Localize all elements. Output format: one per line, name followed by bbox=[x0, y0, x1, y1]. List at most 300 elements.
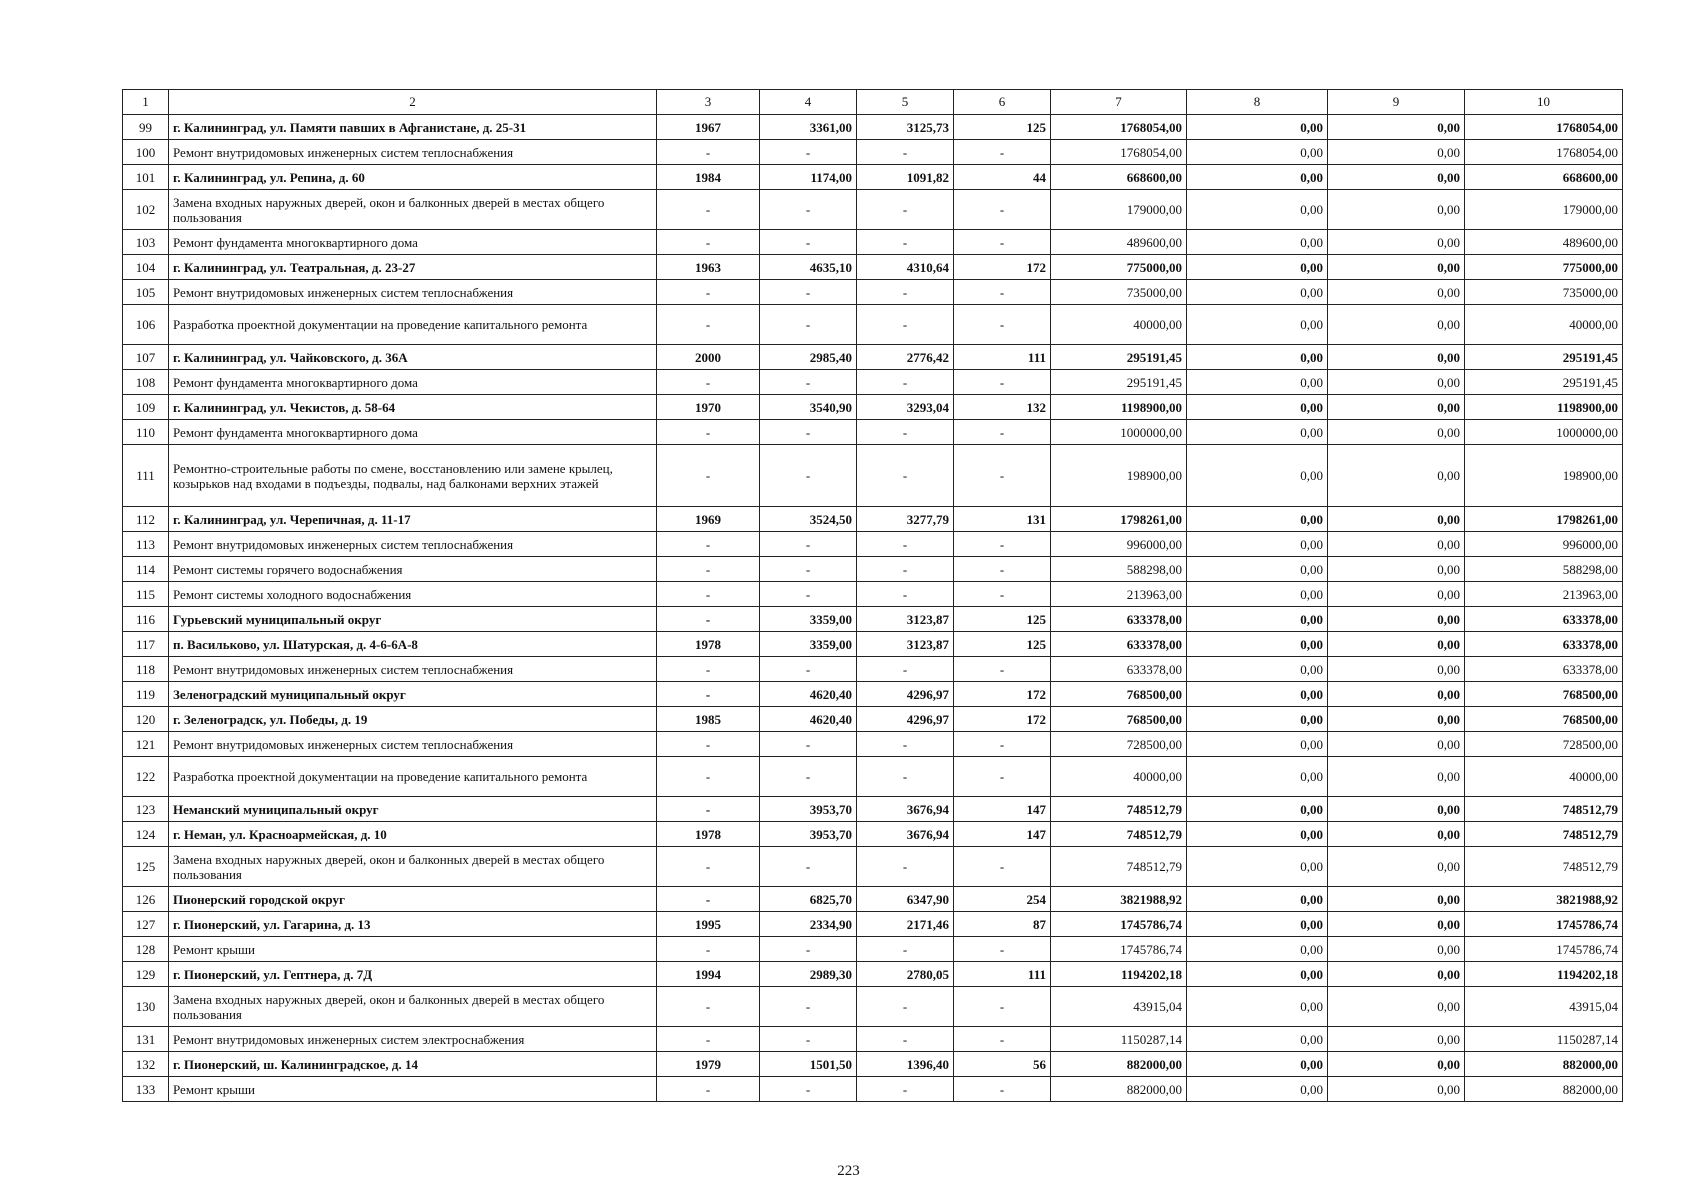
col3-cell: - bbox=[657, 582, 760, 607]
col7-cell: 588298,00 bbox=[1051, 557, 1187, 582]
col5-cell: 3123,87 bbox=[857, 607, 954, 632]
table-row bbox=[123, 190, 1623, 230]
table-row bbox=[123, 445, 1623, 507]
table-row bbox=[123, 582, 1623, 607]
col3-cell: - bbox=[657, 190, 760, 230]
table-row bbox=[123, 937, 1623, 962]
col4-cell: 3953,70 bbox=[760, 822, 857, 847]
col10-cell: 768500,00 bbox=[1465, 707, 1623, 732]
col5-cell: - bbox=[857, 280, 954, 305]
col3-cell: - bbox=[657, 607, 760, 632]
col10-cell: 198900,00 bbox=[1465, 445, 1623, 507]
col10-cell: 213963,00 bbox=[1465, 582, 1623, 607]
description-cell: Ремонт системы холодного водоснабжения bbox=[169, 582, 657, 607]
col5-cell: - bbox=[857, 532, 954, 557]
col8-cell: 0,00 bbox=[1187, 582, 1328, 607]
col6-cell: 172 bbox=[954, 682, 1051, 707]
col8-cell: 0,00 bbox=[1187, 305, 1328, 345]
col9-cell: 0,00 bbox=[1328, 757, 1465, 797]
col6-cell: - bbox=[954, 657, 1051, 682]
col9-cell: 0,00 bbox=[1328, 115, 1465, 140]
col4-cell: - bbox=[760, 140, 857, 165]
table-row bbox=[123, 757, 1623, 797]
table-row bbox=[123, 115, 1623, 140]
col4-cell: 3953,70 bbox=[760, 797, 857, 822]
description-cell: Ремонт внутридомовых инженерных систем теплоснабжения bbox=[169, 280, 657, 305]
table-row bbox=[123, 732, 1623, 757]
col9-cell: 0,00 bbox=[1328, 165, 1465, 190]
col9-cell: 0,00 bbox=[1328, 305, 1465, 345]
col10-cell: 748512,79 bbox=[1465, 797, 1623, 822]
col6-cell: 44 bbox=[954, 165, 1051, 190]
row-number-cell: 115 bbox=[123, 582, 169, 607]
col8-cell: 0,00 bbox=[1187, 532, 1328, 557]
col9-cell: 0,00 bbox=[1328, 582, 1465, 607]
col7-cell: 1745786,74 bbox=[1051, 937, 1187, 962]
description-cell: г. Пионерский, ул. Гептнера, д. 7Д bbox=[169, 962, 657, 987]
table-row bbox=[123, 962, 1623, 987]
col5-cell: - bbox=[857, 1027, 954, 1052]
col8-cell: 0,00 bbox=[1187, 822, 1328, 847]
row-number-cell: 119 bbox=[123, 682, 169, 707]
description-cell: Гурьевский муниципальный округ bbox=[169, 607, 657, 632]
col3-cell: 1969 bbox=[657, 507, 760, 532]
col5-cell: 6347,90 bbox=[857, 887, 954, 912]
col10-cell: 1768054,00 bbox=[1465, 115, 1623, 140]
col3-cell: - bbox=[657, 280, 760, 305]
row-number-cell: 118 bbox=[123, 657, 169, 682]
col9-cell: 0,00 bbox=[1328, 445, 1465, 507]
col6-cell: - bbox=[954, 1027, 1051, 1052]
col9-cell: 0,00 bbox=[1328, 230, 1465, 255]
col3-cell: - bbox=[657, 1027, 760, 1052]
col8-cell: 0,00 bbox=[1187, 607, 1328, 632]
row-number-cell: 112 bbox=[123, 507, 169, 532]
col10-cell: 728500,00 bbox=[1465, 732, 1623, 757]
row-number-cell: 102 bbox=[123, 190, 169, 230]
col9-cell: 0,00 bbox=[1328, 1027, 1465, 1052]
col10-cell: 775000,00 bbox=[1465, 255, 1623, 280]
description-cell: г. Неман, ул. Красноармейская, д. 10 bbox=[169, 822, 657, 847]
col6-cell: 132 bbox=[954, 395, 1051, 420]
col5-cell: - bbox=[857, 230, 954, 255]
col4-cell: - bbox=[760, 420, 857, 445]
col5-cell: 4296,97 bbox=[857, 707, 954, 732]
col9-cell: 0,00 bbox=[1328, 420, 1465, 445]
description-cell: Разработка проектной документации на проведение капитального ремонта bbox=[169, 305, 657, 345]
table-row bbox=[123, 420, 1623, 445]
col10-cell: 295191,45 bbox=[1465, 370, 1623, 395]
col5-cell: - bbox=[857, 657, 954, 682]
col8-cell: 0,00 bbox=[1187, 165, 1328, 190]
col10-cell: 3821988,92 bbox=[1465, 887, 1623, 912]
col3-cell: - bbox=[657, 682, 760, 707]
row-number-cell: 99 bbox=[123, 115, 169, 140]
table-row bbox=[123, 140, 1623, 165]
row-number-cell: 104 bbox=[123, 255, 169, 280]
col9-cell: 0,00 bbox=[1328, 395, 1465, 420]
col4-cell: - bbox=[760, 987, 857, 1027]
row-number-cell: 103 bbox=[123, 230, 169, 255]
header-cell-1: 1 bbox=[123, 90, 169, 115]
col6-cell: - bbox=[954, 190, 1051, 230]
table-row bbox=[123, 887, 1623, 912]
col5-cell: - bbox=[857, 937, 954, 962]
col6-cell: - bbox=[954, 987, 1051, 1027]
col3-cell: - bbox=[657, 847, 760, 887]
col8-cell: 0,00 bbox=[1187, 657, 1328, 682]
col7-cell: 735000,00 bbox=[1051, 280, 1187, 305]
header-cell-2: 2 bbox=[169, 90, 657, 115]
col4-cell: 2985,40 bbox=[760, 345, 857, 370]
row-number-cell: 111 bbox=[123, 445, 169, 507]
col3-cell: 2000 bbox=[657, 345, 760, 370]
col9-cell: 0,00 bbox=[1328, 682, 1465, 707]
col4-cell: - bbox=[760, 582, 857, 607]
col8-cell: 0,00 bbox=[1187, 757, 1328, 797]
col9-cell: 0,00 bbox=[1328, 732, 1465, 757]
col3-cell: - bbox=[657, 420, 760, 445]
col5-cell: - bbox=[857, 445, 954, 507]
col10-cell: 1745786,74 bbox=[1465, 912, 1623, 937]
col6-cell: - bbox=[954, 445, 1051, 507]
col3-cell: - bbox=[657, 140, 760, 165]
col4-cell: 1501,50 bbox=[760, 1052, 857, 1077]
description-cell: Ремонт системы горячего водоснабжения bbox=[169, 557, 657, 582]
col3-cell: - bbox=[657, 370, 760, 395]
page-number: 223 bbox=[837, 1163, 860, 1179]
row-number-cell: 107 bbox=[123, 345, 169, 370]
col9-cell: 0,00 bbox=[1328, 370, 1465, 395]
col4-cell: - bbox=[760, 847, 857, 887]
col8-cell: 0,00 bbox=[1187, 987, 1328, 1027]
row-number-cell: 121 bbox=[123, 732, 169, 757]
col9-cell: 0,00 bbox=[1328, 657, 1465, 682]
col4-cell: - bbox=[760, 657, 857, 682]
col5-cell: - bbox=[857, 140, 954, 165]
col10-cell: 1745786,74 bbox=[1465, 937, 1623, 962]
col8-cell: 0,00 bbox=[1187, 507, 1328, 532]
col10-cell: 179000,00 bbox=[1465, 190, 1623, 230]
col7-cell: 633378,00 bbox=[1051, 607, 1187, 632]
col7-cell: 1000000,00 bbox=[1051, 420, 1187, 445]
col6-cell: 147 bbox=[954, 797, 1051, 822]
header-cell-7: 7 bbox=[1051, 90, 1187, 115]
col4-cell: 2989,30 bbox=[760, 962, 857, 987]
col8-cell: 0,00 bbox=[1187, 847, 1328, 887]
col6-cell: - bbox=[954, 937, 1051, 962]
col3-cell: 1978 bbox=[657, 632, 760, 657]
col6-cell: - bbox=[954, 305, 1051, 345]
description-cell: Замена входных наружных дверей, окон и балконных дверей в местах общего пользования bbox=[169, 987, 657, 1027]
col7-cell: 40000,00 bbox=[1051, 305, 1187, 345]
col4-cell: - bbox=[760, 445, 857, 507]
col9-cell: 0,00 bbox=[1328, 345, 1465, 370]
col10-cell: 40000,00 bbox=[1465, 757, 1623, 797]
col5-cell: 2776,42 bbox=[857, 345, 954, 370]
col6-cell: - bbox=[954, 230, 1051, 255]
table-row bbox=[123, 657, 1623, 682]
col10-cell: 768500,00 bbox=[1465, 682, 1623, 707]
description-cell: Ремонт внутридомовых инженерных систем теплоснабжения bbox=[169, 732, 657, 757]
col3-cell: 1979 bbox=[657, 1052, 760, 1077]
col4-cell: 3524,50 bbox=[760, 507, 857, 532]
col8-cell: 0,00 bbox=[1187, 707, 1328, 732]
col10-cell: 1798261,00 bbox=[1465, 507, 1623, 532]
col5-cell: - bbox=[857, 557, 954, 582]
description-cell: Ремонт крыши bbox=[169, 1077, 657, 1102]
table-row bbox=[123, 280, 1623, 305]
row-number-cell: 126 bbox=[123, 887, 169, 912]
col3-cell: - bbox=[657, 732, 760, 757]
description-cell: г. Калининград, ул. Чайковского, д. 36А bbox=[169, 345, 657, 370]
col5-cell: - bbox=[857, 757, 954, 797]
col4-cell: - bbox=[760, 757, 857, 797]
col7-cell: 295191,45 bbox=[1051, 370, 1187, 395]
col7-cell: 882000,00 bbox=[1051, 1077, 1187, 1102]
row-number-cell: 123 bbox=[123, 797, 169, 822]
col8-cell: 0,00 bbox=[1187, 420, 1328, 445]
col7-cell: 775000,00 bbox=[1051, 255, 1187, 280]
col8-cell: 0,00 bbox=[1187, 732, 1328, 757]
col10-cell: 633378,00 bbox=[1465, 632, 1623, 657]
col10-cell: 882000,00 bbox=[1465, 1077, 1623, 1102]
row-number-cell: 101 bbox=[123, 165, 169, 190]
col4-cell: 6825,70 bbox=[760, 887, 857, 912]
col9-cell: 0,00 bbox=[1328, 937, 1465, 962]
col6-cell: - bbox=[954, 732, 1051, 757]
description-cell: г. Калининград, ул. Репина, д. 60 bbox=[169, 165, 657, 190]
col5-cell: 3676,94 bbox=[857, 822, 954, 847]
col9-cell: 0,00 bbox=[1328, 140, 1465, 165]
col7-cell: 748512,79 bbox=[1051, 847, 1187, 887]
row-number-cell: 106 bbox=[123, 305, 169, 345]
table-row bbox=[123, 305, 1623, 345]
col9-cell: 0,00 bbox=[1328, 847, 1465, 887]
col8-cell: 0,00 bbox=[1187, 255, 1328, 280]
col4-cell: 2334,90 bbox=[760, 912, 857, 937]
col7-cell: 996000,00 bbox=[1051, 532, 1187, 557]
col6-cell: 125 bbox=[954, 115, 1051, 140]
row-number-cell: 133 bbox=[123, 1077, 169, 1102]
table-row bbox=[123, 395, 1623, 420]
col4-cell: - bbox=[760, 370, 857, 395]
col10-cell: 633378,00 bbox=[1465, 657, 1623, 682]
col3-cell: - bbox=[657, 305, 760, 345]
col3-cell: 1970 bbox=[657, 395, 760, 420]
row-number-cell: 125 bbox=[123, 847, 169, 887]
table-row bbox=[123, 707, 1623, 732]
row-number-cell: 124 bbox=[123, 822, 169, 847]
col5-cell: - bbox=[857, 732, 954, 757]
col10-cell: 1000000,00 bbox=[1465, 420, 1623, 445]
col10-cell: 748512,79 bbox=[1465, 847, 1623, 887]
header-cell-4: 4 bbox=[760, 90, 857, 115]
table-row bbox=[123, 822, 1623, 847]
col9-cell: 0,00 bbox=[1328, 632, 1465, 657]
col7-cell: 179000,00 bbox=[1051, 190, 1187, 230]
col4-cell: 4620,40 bbox=[760, 682, 857, 707]
header-cell-8: 8 bbox=[1187, 90, 1328, 115]
col4-cell: - bbox=[760, 937, 857, 962]
col9-cell: 0,00 bbox=[1328, 987, 1465, 1027]
col6-cell: 56 bbox=[954, 1052, 1051, 1077]
col4-cell: - bbox=[760, 1077, 857, 1102]
col6-cell: 147 bbox=[954, 822, 1051, 847]
col10-cell: 735000,00 bbox=[1465, 280, 1623, 305]
col6-cell: 111 bbox=[954, 345, 1051, 370]
col6-cell: 172 bbox=[954, 255, 1051, 280]
table-row bbox=[123, 632, 1623, 657]
col5-cell: - bbox=[857, 1077, 954, 1102]
row-number-cell: 105 bbox=[123, 280, 169, 305]
col10-cell: 1768054,00 bbox=[1465, 140, 1623, 165]
description-cell: Разработка проектной документации на проведение капитального ремонта bbox=[169, 757, 657, 797]
col7-cell: 668600,00 bbox=[1051, 165, 1187, 190]
table-row bbox=[123, 847, 1623, 887]
description-cell: Пионерский городской округ bbox=[169, 887, 657, 912]
col3-cell: - bbox=[657, 797, 760, 822]
row-number-cell: 120 bbox=[123, 707, 169, 732]
repair-program-table bbox=[122, 89, 1623, 1102]
col6-cell: - bbox=[954, 1077, 1051, 1102]
row-number-cell: 122 bbox=[123, 757, 169, 797]
table-row bbox=[123, 165, 1623, 190]
row-number-cell: 113 bbox=[123, 532, 169, 557]
col7-cell: 198900,00 bbox=[1051, 445, 1187, 507]
col4-cell: 4635,10 bbox=[760, 255, 857, 280]
col4-cell: - bbox=[760, 280, 857, 305]
col5-cell: 3125,73 bbox=[857, 115, 954, 140]
col6-cell: - bbox=[954, 280, 1051, 305]
col8-cell: 0,00 bbox=[1187, 682, 1328, 707]
col5-cell: 2171,46 bbox=[857, 912, 954, 937]
col7-cell: 43915,04 bbox=[1051, 987, 1187, 1027]
col9-cell: 0,00 bbox=[1328, 822, 1465, 847]
col7-cell: 1768054,00 bbox=[1051, 140, 1187, 165]
col3-cell: 1985 bbox=[657, 707, 760, 732]
row-number-cell: 131 bbox=[123, 1027, 169, 1052]
col6-cell: 111 bbox=[954, 962, 1051, 987]
col10-cell: 633378,00 bbox=[1465, 607, 1623, 632]
col9-cell: 0,00 bbox=[1328, 962, 1465, 987]
col9-cell: 0,00 bbox=[1328, 1052, 1465, 1077]
header-cell-3: 3 bbox=[657, 90, 760, 115]
description-cell: г. Пионерский, ш. Калининградское, д. 14 bbox=[169, 1052, 657, 1077]
col5-cell: - bbox=[857, 987, 954, 1027]
col8-cell: 0,00 bbox=[1187, 632, 1328, 657]
description-cell: г. Калининград, ул. Памяти павших в Афганистане, д. 25-31 bbox=[169, 115, 657, 140]
col10-cell: 1194202,18 bbox=[1465, 962, 1623, 987]
col9-cell: 0,00 bbox=[1328, 607, 1465, 632]
row-number-cell: 110 bbox=[123, 420, 169, 445]
col8-cell: 0,00 bbox=[1187, 1077, 1328, 1102]
description-cell: Ремонтно-строительные работы по смене, восстановлению или замене крылец, козырьков над входами в подъезды, подвалы, над балконами верхних этажей bbox=[169, 445, 657, 507]
col3-cell: 1994 bbox=[657, 962, 760, 987]
header-cell-6: 6 bbox=[954, 90, 1051, 115]
col6-cell: - bbox=[954, 370, 1051, 395]
col4-cell: - bbox=[760, 305, 857, 345]
col6-cell: 125 bbox=[954, 607, 1051, 632]
col10-cell: 1150287,14 bbox=[1465, 1027, 1623, 1052]
col8-cell: 0,00 bbox=[1187, 797, 1328, 822]
col9-cell: 0,00 bbox=[1328, 1077, 1465, 1102]
col5-cell: 4310,64 bbox=[857, 255, 954, 280]
col8-cell: 0,00 bbox=[1187, 1052, 1328, 1077]
col9-cell: 0,00 bbox=[1328, 280, 1465, 305]
col3-cell: - bbox=[657, 1077, 760, 1102]
col3-cell: 1978 bbox=[657, 822, 760, 847]
table-row bbox=[123, 912, 1623, 937]
col7-cell: 1198900,00 bbox=[1051, 395, 1187, 420]
col4-cell: - bbox=[760, 1027, 857, 1052]
description-cell: Замена входных наружных дверей, окон и балконных дверей в местах общего пользования bbox=[169, 190, 657, 230]
col7-cell: 633378,00 bbox=[1051, 632, 1187, 657]
col7-cell: 1194202,18 bbox=[1051, 962, 1187, 987]
col8-cell: 0,00 bbox=[1187, 912, 1328, 937]
row-number-cell: 132 bbox=[123, 1052, 169, 1077]
row-number-cell: 100 bbox=[123, 140, 169, 165]
table-row bbox=[123, 557, 1623, 582]
row-number-cell: 114 bbox=[123, 557, 169, 582]
col5-cell: - bbox=[857, 420, 954, 445]
col5-cell: 3123,87 bbox=[857, 632, 954, 657]
col6-cell: - bbox=[954, 532, 1051, 557]
col5-cell: - bbox=[857, 370, 954, 395]
row-number-cell: 116 bbox=[123, 607, 169, 632]
col10-cell: 996000,00 bbox=[1465, 532, 1623, 557]
description-cell: Ремонт внутридомовых инженерных систем теплоснабжения bbox=[169, 532, 657, 557]
col10-cell: 40000,00 bbox=[1465, 305, 1623, 345]
description-cell: Неманский муниципальный округ bbox=[169, 797, 657, 822]
description-cell: Замена входных наружных дверей, окон и балконных дверей в местах общего пользования bbox=[169, 847, 657, 887]
row-number-cell: 128 bbox=[123, 937, 169, 962]
col3-cell: - bbox=[657, 887, 760, 912]
col9-cell: 0,00 bbox=[1328, 507, 1465, 532]
col9-cell: 0,00 bbox=[1328, 557, 1465, 582]
table-row bbox=[123, 1077, 1623, 1102]
col7-cell: 489600,00 bbox=[1051, 230, 1187, 255]
col6-cell: 125 bbox=[954, 632, 1051, 657]
col8-cell: 0,00 bbox=[1187, 937, 1328, 962]
table-row bbox=[123, 987, 1623, 1027]
col5-cell: 1091,82 bbox=[857, 165, 954, 190]
description-cell: Ремонт фундамента многоквартирного дома bbox=[169, 370, 657, 395]
description-cell: г. Пионерский, ул. Гагарина, д. 13 bbox=[169, 912, 657, 937]
col5-cell: 4296,97 bbox=[857, 682, 954, 707]
header-cell-10: 10 bbox=[1465, 90, 1623, 115]
description-cell: Ремонт крыши bbox=[169, 937, 657, 962]
description-cell: г. Калининград, ул. Театральная, д. 23-27 bbox=[169, 255, 657, 280]
description-cell: г. Зеленоградск, ул. Победы, д. 19 bbox=[169, 707, 657, 732]
description-cell: г. Калининград, ул. Чекистов, д. 58-64 bbox=[169, 395, 657, 420]
col7-cell: 295191,45 bbox=[1051, 345, 1187, 370]
col6-cell: - bbox=[954, 757, 1051, 797]
col7-cell: 748512,79 bbox=[1051, 822, 1187, 847]
col4-cell: 3359,00 bbox=[760, 632, 857, 657]
description-cell: Зеленоградский муниципальный округ bbox=[169, 682, 657, 707]
col4-cell: 4620,40 bbox=[760, 707, 857, 732]
col3-cell: - bbox=[657, 937, 760, 962]
col8-cell: 0,00 bbox=[1187, 230, 1328, 255]
table-row bbox=[123, 230, 1623, 255]
col6-cell: 87 bbox=[954, 912, 1051, 937]
col7-cell: 768500,00 bbox=[1051, 682, 1187, 707]
col8-cell: 0,00 bbox=[1187, 962, 1328, 987]
col8-cell: 0,00 bbox=[1187, 395, 1328, 420]
col7-cell: 1745786,74 bbox=[1051, 912, 1187, 937]
col6-cell: 254 bbox=[954, 887, 1051, 912]
